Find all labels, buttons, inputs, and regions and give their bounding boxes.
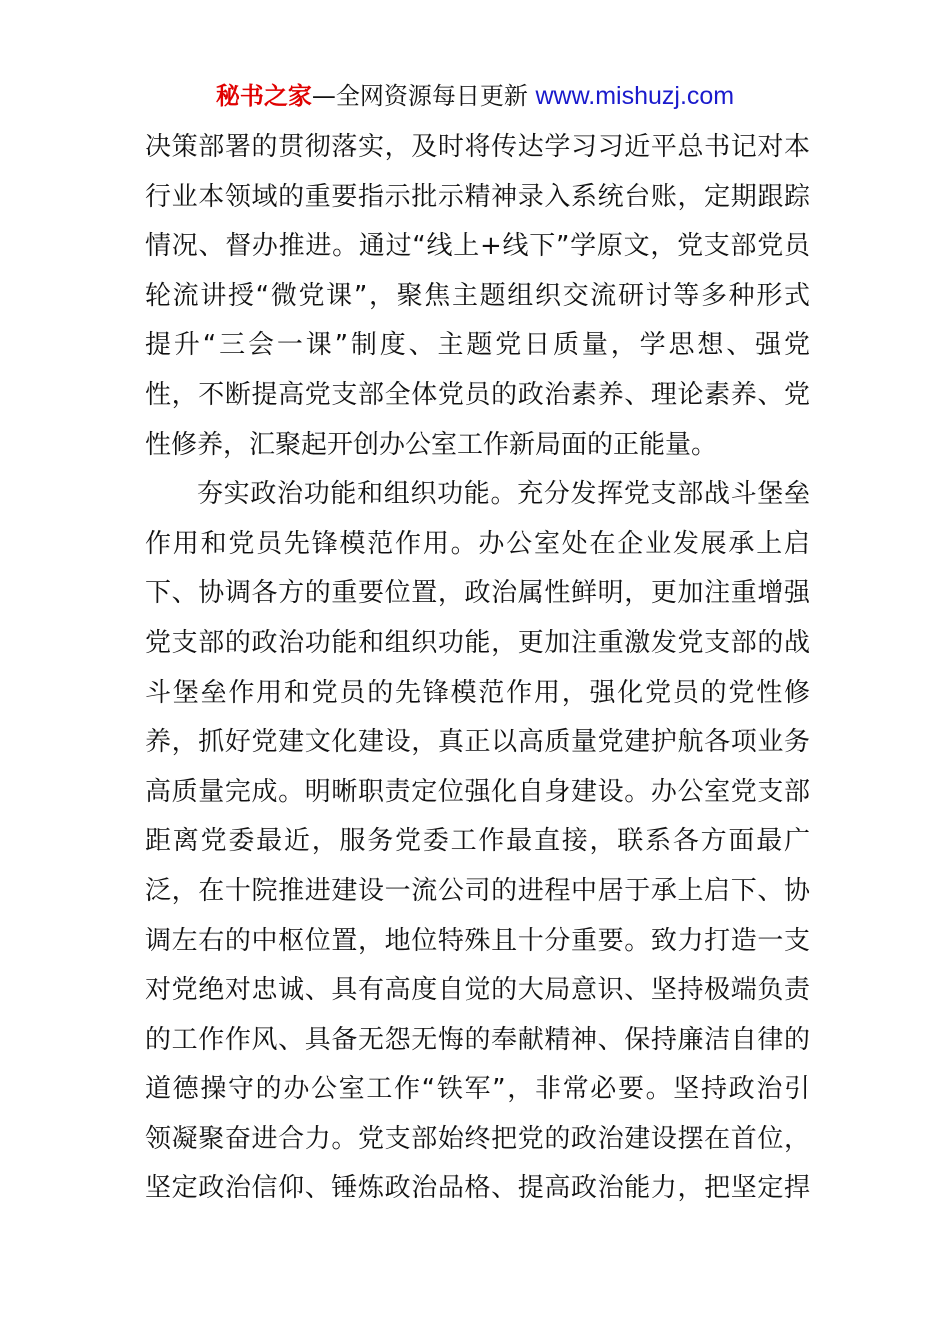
text-line: 性修养，汇聚起开创办公室工作新局面的正能量。 [145, 429, 718, 460]
site-tagline: —全网资源每日更新 [311, 82, 536, 110]
text-line: 作用和党员先锋模范作用。办公室处在企业发展承上启 [145, 528, 810, 559]
text-line: 夯实政治功能和组织功能。充分发挥党支部战斗堡垒 [197, 479, 810, 510]
text-line: 行业本领域的重要指示批示精神录入系统台账，定期跟踪 [145, 181, 810, 212]
text-line: 决策部署的贯彻落实，及时将传达学习习近平总书记对本 [145, 132, 810, 162]
site-header [0, 80, 950, 112]
text-line: 对党绝对忠诚、具有高度自觉的大局意识、坚持极端负责 [145, 975, 810, 1006]
text-line: 调左右的中枢位置，地位特殊且十分重要。致力打造一支 [145, 925, 810, 956]
text-line: 斗堡垒作用和党员的先锋模范作用，强化党员的党性修 [145, 677, 810, 708]
text-line: 领凝聚奋进合力。党支部始终把党的政治建设摆在首位， [145, 1123, 810, 1154]
text-line: 道德操守的办公室工作“铁军”，非常必要。坚持政治引 [145, 1074, 810, 1105]
text-line: 性，不断提高党支部全体党员的政治素养、理论素养、党 [145, 379, 810, 410]
text-line: 的工作作风、具备无怨无悔的奉献精神、保持廉洁自律的 [145, 1024, 810, 1055]
document-body [145, 127, 810, 1218]
text-line: 情况、督办推进。通过“线上+线下”学原文，党支部党员 [145, 231, 810, 262]
text-line: 泛，在十院推进建设一流公司的进程中居于承上启下、协 [145, 875, 810, 906]
text-line: 党支部的政治功能和组织功能，更加注重激发党支部的战 [145, 627, 810, 658]
text-line: 坚定政治信仰、锤炼政治品格、提高政治能力，把坚定捍 [145, 1173, 810, 1204]
site-brand: 秘书之家 [215, 82, 312, 110]
text-line: 轮流讲授“微党课”，聚焦主题组织交流研讨等多种形式 [145, 280, 810, 311]
text-line: 提升“三会一课”制度、主题党日质量，学思想、强党 [145, 330, 810, 361]
site-url-link[interactable]: www.mishuzj.com [535, 82, 735, 110]
text-line: 养，抓好党建文化建设，真正以高质量党建护航各项业务 [145, 727, 810, 758]
text-line: 高质量完成。明晰职责定位强化自身建设。办公室党支部 [145, 776, 810, 807]
text-line: 下、协调各方的重要位置，政治属性鲜明，更加注重增强 [145, 578, 810, 609]
text-line: 距离党委最近，服务党委工作最直接，联系各方面最广 [145, 826, 810, 857]
